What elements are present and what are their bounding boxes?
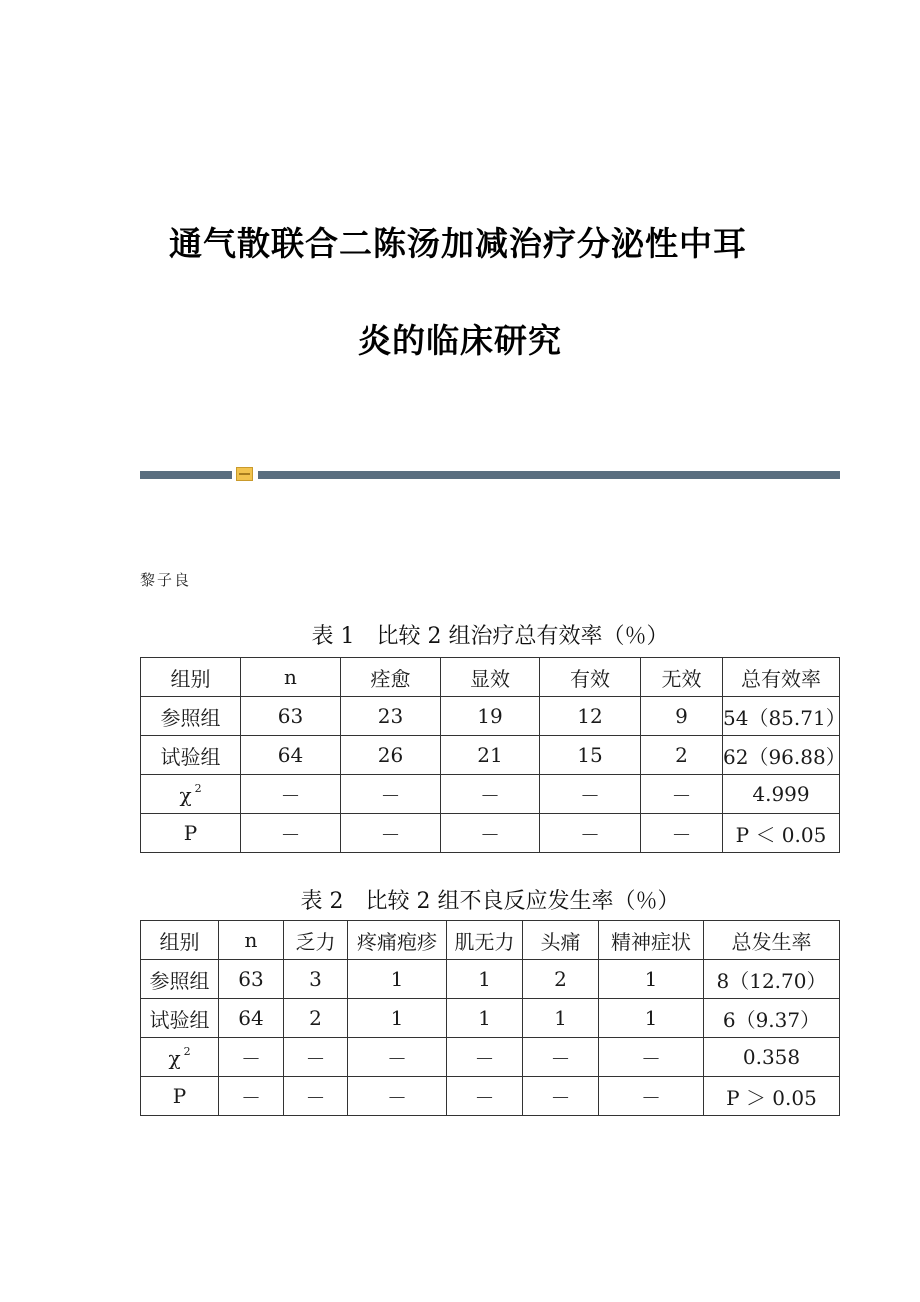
row-label: P <box>141 1077 219 1116</box>
header-cell: 无效 <box>641 658 723 697</box>
table-cell: － <box>523 1077 599 1116</box>
table-cell: － <box>523 1038 599 1077</box>
header-cell: 总有效率 <box>723 658 840 697</box>
table-cell: 19 <box>441 697 540 736</box>
table-row <box>141 697 840 736</box>
table-cell: － <box>284 1038 348 1077</box>
envelope-icon <box>236 467 253 481</box>
divider-bar-right <box>258 471 840 479</box>
table-cell: － <box>447 1077 523 1116</box>
table-cell: － <box>599 1077 704 1116</box>
title-line-2: 炎的临床研究 <box>358 321 562 360</box>
table-cell: － <box>447 1038 523 1077</box>
table-cell: 1 <box>447 960 523 999</box>
table-cell: 12 <box>540 697 641 736</box>
adverse-reaction-table <box>140 920 840 1116</box>
chi-superscript: 2 <box>194 781 202 795</box>
header-cell: 组别 <box>141 658 241 697</box>
table-cell: 64 <box>219 999 284 1038</box>
table-row <box>141 999 840 1038</box>
author-name: 黎子良 <box>140 571 192 589</box>
header-cell: n <box>241 658 341 697</box>
table-row <box>141 736 840 775</box>
table-cell: 63 <box>219 960 284 999</box>
header-cell: 乏力 <box>284 921 348 960</box>
table-row <box>141 1038 840 1077</box>
table-2-caption: 表 2 比较 2 组不良反应发生率（％） <box>300 889 680 914</box>
table-cell: 2 <box>284 999 348 1038</box>
header-cell: 组别 <box>141 921 219 960</box>
table-cell: 15 <box>540 736 641 775</box>
table-cell: 62（96.88） <box>723 736 840 775</box>
table-cell: 0.358 <box>704 1038 840 1077</box>
table-cell: P ＞ 0.05 <box>704 1077 840 1116</box>
table-cell: 63 <box>241 697 341 736</box>
header-cell: 有效 <box>540 658 641 697</box>
table-cell: － <box>641 775 723 814</box>
header-cell: n <box>219 921 284 960</box>
table-row <box>141 775 840 814</box>
header-cell: 总发生率 <box>704 921 840 960</box>
table-cell: 1 <box>599 960 704 999</box>
divider-bar-left <box>140 471 232 479</box>
table-cell: 1 <box>599 999 704 1038</box>
chi-symbol: χ <box>179 782 192 807</box>
table-cell: － <box>348 1077 447 1116</box>
header-cell: 肌无力 <box>447 921 523 960</box>
chi-symbol: χ <box>168 1045 181 1070</box>
table-cell: － <box>219 1038 284 1077</box>
table-cell: － <box>540 814 641 853</box>
table-cell: 64 <box>241 736 341 775</box>
table-cell: P ＜ 0.05 <box>723 814 840 853</box>
table-cell: 3 <box>284 960 348 999</box>
row-label: P <box>141 814 241 853</box>
table-cell: － <box>348 1038 447 1077</box>
table-cell: － <box>441 814 540 853</box>
header-cell: 精神症状 <box>599 921 704 960</box>
row-label: 参照组 <box>141 697 241 736</box>
table-cell: 6（9.37） <box>704 999 840 1038</box>
table-header-row <box>141 658 840 697</box>
table-cell: － <box>441 775 540 814</box>
table-cell: 1 <box>523 999 599 1038</box>
table-cell: 54（85.71） <box>723 697 840 736</box>
table-cell: 1 <box>348 999 447 1038</box>
table-cell: 23 <box>341 697 441 736</box>
table-row <box>141 1077 840 1116</box>
table-cell: 1 <box>348 960 447 999</box>
row-label: 试验组 <box>141 999 219 1038</box>
table-cell: － <box>341 775 441 814</box>
table-cell: － <box>284 1077 348 1116</box>
table-cell: 26 <box>341 736 441 775</box>
table-row <box>141 814 840 853</box>
chi-superscript: 2 <box>183 1044 191 1058</box>
table-cell: － <box>241 775 341 814</box>
table-cell: 2 <box>523 960 599 999</box>
table-cell: 2 <box>641 736 723 775</box>
header-cell: 头痛 <box>523 921 599 960</box>
header-cell: 痊愈 <box>341 658 441 697</box>
title-line-1: 通气散联合二陈汤加减治疗分泌性中耳 <box>169 224 747 263</box>
table-cell: 1 <box>447 999 523 1038</box>
table-row <box>141 960 840 999</box>
chi-square-label <box>141 1038 219 1077</box>
row-label: 参照组 <box>141 960 219 999</box>
chi-square-label <box>141 775 241 814</box>
header-cell: 疼痛疱疹 <box>348 921 447 960</box>
table-cell: － <box>540 775 641 814</box>
table-cell: 9 <box>641 697 723 736</box>
table-cell: － <box>219 1077 284 1116</box>
table-cell: 4.999 <box>723 775 840 814</box>
header-cell: 显效 <box>441 658 540 697</box>
table-cell: － <box>641 814 723 853</box>
table-cell: － <box>341 814 441 853</box>
table-header-row <box>141 921 840 960</box>
efficacy-table <box>140 657 846 853</box>
table-1-caption: 表 1 比较 2 组治疗总有效率（％） <box>311 624 669 649</box>
table-cell: － <box>241 814 341 853</box>
row-label: 试验组 <box>141 736 241 775</box>
table-cell: － <box>599 1038 704 1077</box>
table-cell: 8（12.70） <box>704 960 840 999</box>
table-cell: 21 <box>441 736 540 775</box>
